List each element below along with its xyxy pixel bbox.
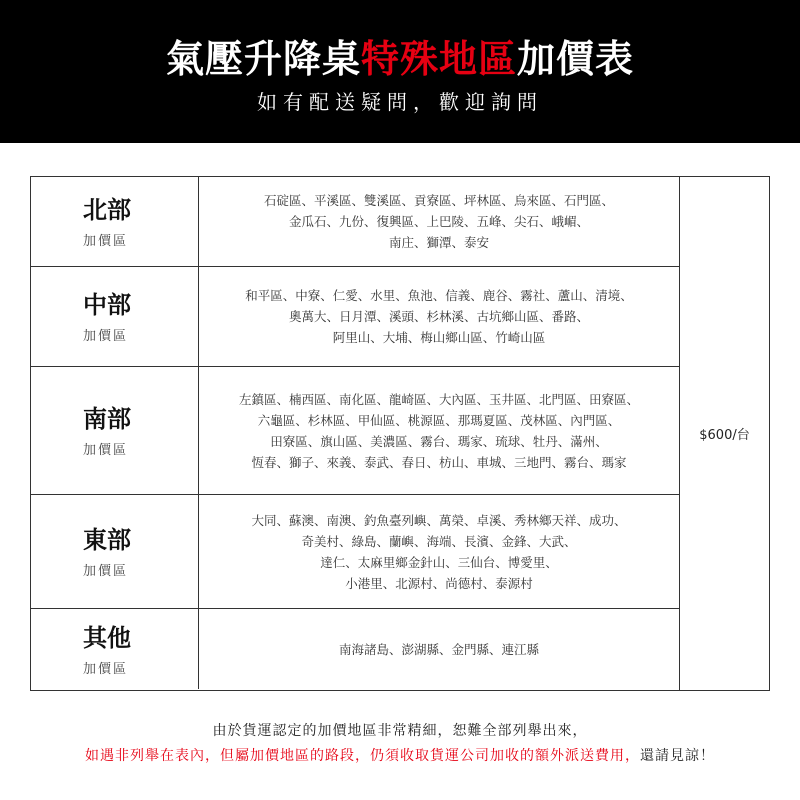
region-label: 加價區 bbox=[83, 443, 129, 458]
area-line: 奇美村、綠島、蘭嶼、海端、長濱、金鋒、大武、 bbox=[301, 533, 577, 549]
region-name: 北部 bbox=[83, 196, 131, 224]
region-name: 南部 bbox=[83, 405, 131, 433]
area-line: 田寮區、旗山區、美濃區、霧台、瑪家、琉球、牡丹、滿州、 bbox=[270, 433, 608, 449]
footer-apology: 還請見諒！ bbox=[640, 748, 715, 764]
page-subtitle: 如有配送疑問，歡迎詢問 bbox=[257, 90, 543, 114]
region-cell bbox=[31, 609, 199, 689]
title-part-2: 加價表 bbox=[517, 37, 635, 81]
area-list bbox=[199, 609, 679, 689]
title-highlight: 特殊地區 bbox=[360, 37, 517, 81]
region-name: 中部 bbox=[83, 291, 131, 319]
area-line: 達仁、太麻里鄉金針山、三仙台、博愛里、 bbox=[320, 554, 558, 570]
region-cell bbox=[31, 177, 199, 266]
region-label: 加價區 bbox=[83, 661, 129, 677]
area-line: 阿里山、大埔、梅山鄉山區、竹崎山區 bbox=[332, 330, 546, 345]
region-cell bbox=[31, 495, 199, 608]
surcharge-price: $600/台 bbox=[699, 428, 750, 443]
surcharge-table bbox=[30, 176, 770, 691]
area-list bbox=[199, 495, 679, 608]
area-line: 南海諸島、澎湖縣、金門縣、連江縣 bbox=[338, 641, 539, 657]
area-line: 和平區、中寮、仁愛、水里、魚池、信義、鹿谷、霧社、蘆山、清境、 bbox=[245, 288, 633, 303]
area-line: 左鎮區、楠西區、南化區、龍崎區、大內區、玉井區、北門區、田寮區、 bbox=[238, 391, 639, 407]
area-line: 石碇區、平溪區、雙溪區、貢寮區、坪林區、烏來區、石門區、 bbox=[263, 193, 614, 208]
area-line: 奧萬大、日月潭、溪頭、杉林溪、古坑鄉山區、番路、 bbox=[288, 309, 589, 324]
region-cell bbox=[31, 267, 199, 366]
region-name: 其他 bbox=[83, 623, 131, 652]
region-label: 加價區 bbox=[83, 564, 129, 579]
area-line: 南庄、獅潭、泰安 bbox=[388, 235, 489, 250]
region-label: 加價區 bbox=[83, 329, 129, 344]
region-label: 加價區 bbox=[83, 234, 129, 249]
table-row-north bbox=[31, 177, 679, 267]
area-line: 恆春、獅子、來義、泰武、春日、枋山、車城、三地門、霧台、瑪家 bbox=[251, 454, 627, 470]
table-row-other bbox=[31, 609, 679, 689]
area-list bbox=[199, 177, 679, 266]
footer-note-line-2 bbox=[0, 745, 800, 765]
area-line: 小港里、北源村、尚德村、泰源村 bbox=[345, 575, 533, 591]
area-line: 六龜區、杉林區、甲仙區、桃源區、那瑪夏區、茂林區、內門區、 bbox=[257, 412, 621, 428]
area-line: 大同、蘇澳、南澳、釣魚臺列嶼、萬榮、卓溪、秀林鄉天祥、成功、 bbox=[251, 512, 627, 528]
area-list bbox=[199, 367, 679, 494]
header-banner bbox=[0, 0, 800, 143]
area-list bbox=[199, 267, 679, 366]
region-name: 東部 bbox=[83, 526, 131, 554]
table-row-east bbox=[31, 495, 679, 609]
area-line: 金瓜石、九份、復興區、上巴陵、五峰、尖石、峨嵋、 bbox=[288, 214, 589, 229]
region-cell bbox=[31, 367, 199, 494]
table-row-south bbox=[31, 367, 679, 495]
price-cell bbox=[679, 177, 769, 690]
footer-warning: 如遇非列舉在表內，但屬加價地區的路段，仍須收取貨運公司加收的額外派送費用， bbox=[85, 748, 640, 764]
page-title bbox=[0, 28, 800, 83]
footer-note-line-1: 由於貨運認定的加價地區非常精細，恕難全部列舉出來， bbox=[212, 723, 588, 739]
title-part-1: 氣壓升降桌 bbox=[165, 37, 361, 81]
table-row-central bbox=[31, 267, 679, 367]
